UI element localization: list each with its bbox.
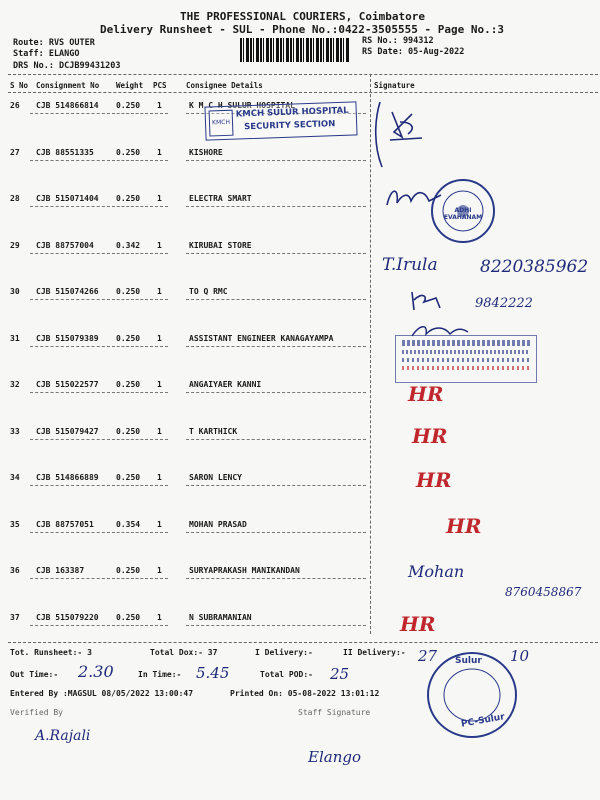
rs-date: RS Date: 05-Aug-2022 <box>362 47 465 57</box>
signature-scribble-icon <box>410 322 470 340</box>
signature-29-name: T.Irula <box>382 255 438 275</box>
i-delivery: I Delivery:- <box>255 648 313 657</box>
hr-mark-35: HR <box>446 514 482 538</box>
row-sno: 34 <box>10 473 20 482</box>
row-underline <box>150 113 168 114</box>
row-underline <box>112 439 148 440</box>
row-underline <box>30 299 110 300</box>
row-pcs: 1 <box>157 240 162 250</box>
table-top-line <box>8 74 598 75</box>
row-sno: 26 <box>10 101 20 110</box>
row-underline <box>30 485 110 486</box>
row-underline <box>186 485 366 486</box>
row-consignee: MOHAN PRASAD <box>189 519 247 529</box>
row-underline <box>30 532 110 533</box>
row-underline <box>30 206 110 207</box>
phone-30: 9842222 <box>475 296 533 311</box>
row-underline <box>186 206 366 207</box>
staff-label: Staff: ELANGO <box>13 49 80 59</box>
signature-30 <box>408 288 448 312</box>
row-pcs: 1 <box>157 147 162 157</box>
ii-delivery: II Delivery:- <box>343 648 406 657</box>
row-underline <box>186 532 366 533</box>
row-underline <box>112 160 148 161</box>
route-label: Route: RVS OUTER <box>13 38 95 48</box>
verified-signature: A.Rajali <box>35 728 91 744</box>
row-consignee: ELECTRA SMART <box>189 194 252 203</box>
row-underline <box>186 299 366 300</box>
row-consignee: KISHORE <box>189 147 223 157</box>
seal-pc-sulur-text: PC-Sulur <box>460 712 506 730</box>
row-consignment: CJB 88757004 <box>36 240 94 250</box>
col-signature: Signature <box>374 81 415 90</box>
row-sno: 27 <box>10 147 20 157</box>
row-sno: 31 <box>10 333 20 343</box>
row-underline <box>150 253 168 254</box>
row-pcs: 1 <box>157 612 162 622</box>
row-underline <box>150 532 168 533</box>
total-pod-value: 25 <box>330 665 350 683</box>
row-underline <box>150 485 168 486</box>
phone-29: 8220385962 <box>480 257 589 277</box>
row-underline <box>30 113 110 114</box>
col-sno: S No <box>10 81 29 90</box>
row-sno: 36 <box>10 566 20 575</box>
row-underline <box>150 206 168 207</box>
row-consignment: CJB 514866889 <box>36 473 99 482</box>
row-weight: 0.250 <box>116 147 141 157</box>
row-underline <box>186 160 366 161</box>
row-consignment: CJB 515079220 <box>36 612 99 622</box>
row-sno: 32 <box>10 380 20 389</box>
row-consignment: CJB 514866814 <box>36 101 99 110</box>
rs-number: RS No.: 994312 <box>362 36 434 46</box>
row-underline <box>186 439 366 440</box>
hr-mark-34: HR <box>416 468 452 492</box>
row-consignee: N SUBRAMANIAN <box>189 612 252 622</box>
phone-37: 8760458867 <box>505 585 582 599</box>
tot-runsheet: Tot. Runsheet:- 3 <box>10 648 92 657</box>
row-underline <box>30 160 110 161</box>
row-underline <box>30 392 110 393</box>
col-pcs: PCS <box>153 81 167 90</box>
out-time-label: Out Time:- <box>10 670 59 679</box>
signature-scribble-icon <box>372 92 432 172</box>
row-underline <box>30 625 110 626</box>
kmch-stamp-line1: KMCH SULUR HOSPITAL <box>235 105 349 120</box>
staff-signature: Elango <box>308 748 361 766</box>
footer-top-line <box>8 642 598 643</box>
row-underline <box>112 578 148 579</box>
row-sno: 33 <box>10 426 20 436</box>
row-consignee: SARON LENCY <box>189 473 242 482</box>
drs-number: DRS No.: DCJB99431203 <box>13 61 121 71</box>
barcode <box>240 38 350 62</box>
row-underline <box>112 113 148 114</box>
row-consignment: CJB 163387 <box>36 566 85 575</box>
col-consignee: Consignee Details <box>186 81 263 90</box>
signature-scribble-icon <box>385 183 445 213</box>
row-consignment: CJB 515074266 <box>36 287 99 296</box>
row-pcs: 1 <box>157 566 162 575</box>
row-underline <box>150 625 168 626</box>
delivery-count: 27 <box>418 647 438 665</box>
verified-by-label: Verified By <box>10 708 63 717</box>
row-consignee: ANGAIYAER KANNI <box>189 380 262 389</box>
row-underline <box>150 299 168 300</box>
row-sno: 37 <box>10 612 20 622</box>
kmch-security-stamp <box>204 101 357 140</box>
row-underline <box>112 253 148 254</box>
signature-scribble-icon <box>408 288 448 312</box>
row-underline <box>112 485 148 486</box>
staff-signature-label: Staff Signature <box>298 708 371 717</box>
col-weight: Weight <box>116 81 144 90</box>
in-time-label: In Time:- <box>138 670 182 679</box>
row-sno: 28 <box>10 194 20 203</box>
row-pcs: 1 <box>157 380 162 389</box>
row-underline <box>30 253 110 254</box>
row-consignee: SURYAPRAKASH MANIKANDAN <box>189 566 300 575</box>
row-underline <box>112 532 148 533</box>
row-underline <box>150 392 168 393</box>
row-consignment: CJB 515079389 <box>36 333 99 343</box>
row-weight: 0.250 <box>116 333 141 343</box>
row-sno: 30 <box>10 287 20 296</box>
row-consignee: TO Q RMC <box>189 287 228 296</box>
row-weight: 0.250 <box>116 101 141 110</box>
tamil-office-stamp <box>395 335 537 383</box>
hr-mark-33: HR <box>412 424 448 448</box>
row-weight: 0.250 <box>116 566 141 575</box>
printed-on: Printed On: 05-08-2022 13:01:12 <box>230 689 380 698</box>
entered-by: Entered By :MAGSUL 08/05/2022 13:00:47 <box>10 689 194 698</box>
row-consignee: KIRUBAI STORE <box>189 240 252 250</box>
row-weight: 0.250 <box>116 426 141 436</box>
hr-mark-32: HR <box>408 382 444 406</box>
signature-36: Mohan <box>408 562 465 581</box>
row-pcs: 1 <box>157 333 162 343</box>
row-weight: 0.342 <box>116 240 141 250</box>
row-underline <box>30 439 110 440</box>
row-consignment: CJB 515022577 <box>36 380 99 389</box>
row-underline <box>150 346 168 347</box>
row-consignee: K M C H SULUR HOSPITAL <box>189 101 295 110</box>
row-weight: 0.250 <box>116 380 141 389</box>
row-underline <box>150 160 168 161</box>
header-bottom-line <box>8 92 598 93</box>
kmch-stamp-line2: SECURITY SECTION <box>244 119 336 133</box>
signature-divider <box>370 74 371 634</box>
runsheet-title: Delivery Runsheet - SUL - Phone No.:0422-3505555 - Page No.:3 <box>100 23 504 36</box>
row-pcs: 1 <box>157 101 162 110</box>
row-sno: 29 <box>10 240 20 250</box>
row-underline <box>186 346 366 347</box>
row-underline <box>186 625 366 626</box>
row-underline <box>186 253 366 254</box>
row-consignee: T KARTHICK <box>189 426 238 436</box>
seal-sulur-text: Sulur <box>455 656 482 666</box>
row-consignment: CJB 515071404 <box>36 194 99 203</box>
row-consignment: CJB 515079427 <box>36 426 99 436</box>
col-consignment: Consignment No <box>36 81 100 90</box>
row-underline <box>112 299 148 300</box>
row-pcs: 1 <box>157 473 162 482</box>
row-pcs: 1 <box>157 287 162 296</box>
row-underline <box>186 392 366 393</box>
row-weight: 0.354 <box>116 519 141 529</box>
kmch-logo-icon: KMCH <box>209 110 234 137</box>
row-weight: 0.250 <box>116 612 141 622</box>
row-pcs: 1 <box>157 519 162 529</box>
row-sno: 35 <box>10 519 20 529</box>
total-pod-label: Total POD:- <box>260 670 313 679</box>
company-title: THE PROFESSIONAL COURIERS, Coimbatore <box>180 10 426 23</box>
row-pcs: 1 <box>157 194 162 203</box>
row-weight: 0.250 <box>116 287 141 296</box>
row-pcs: 1 <box>157 426 162 436</box>
row-underline <box>30 578 110 579</box>
hr-mark-37: HR <box>400 612 436 636</box>
row-underline <box>112 392 148 393</box>
signature-31 <box>410 322 470 340</box>
row-consignment: CJB 88551335 <box>36 147 94 157</box>
row-consignment: CJB 88757051 <box>36 519 94 529</box>
total-dox: Total Dox:- 37 <box>150 648 218 657</box>
row-underline <box>112 346 148 347</box>
pc-sulur-seal <box>425 650 520 740</box>
row-underline <box>112 625 148 626</box>
row-underline <box>112 206 148 207</box>
date-written: 10 <box>510 647 530 665</box>
in-time-value: 5.45 <box>196 664 230 682</box>
row-underline <box>186 578 366 579</box>
row-underline <box>150 439 168 440</box>
row-underline <box>30 346 110 347</box>
seal-text: ADHI EVAHANAM <box>443 207 483 221</box>
signature-28 <box>385 183 445 213</box>
row-weight: 0.250 <box>116 473 141 482</box>
signature-26 <box>372 92 432 172</box>
row-underline <box>150 578 168 579</box>
row-consignee: ASSISTANT ENGINEER KANAGAYAMPA <box>189 333 334 343</box>
out-time-value: 2.30 <box>78 662 114 681</box>
row-weight: 0.250 <box>116 194 141 203</box>
